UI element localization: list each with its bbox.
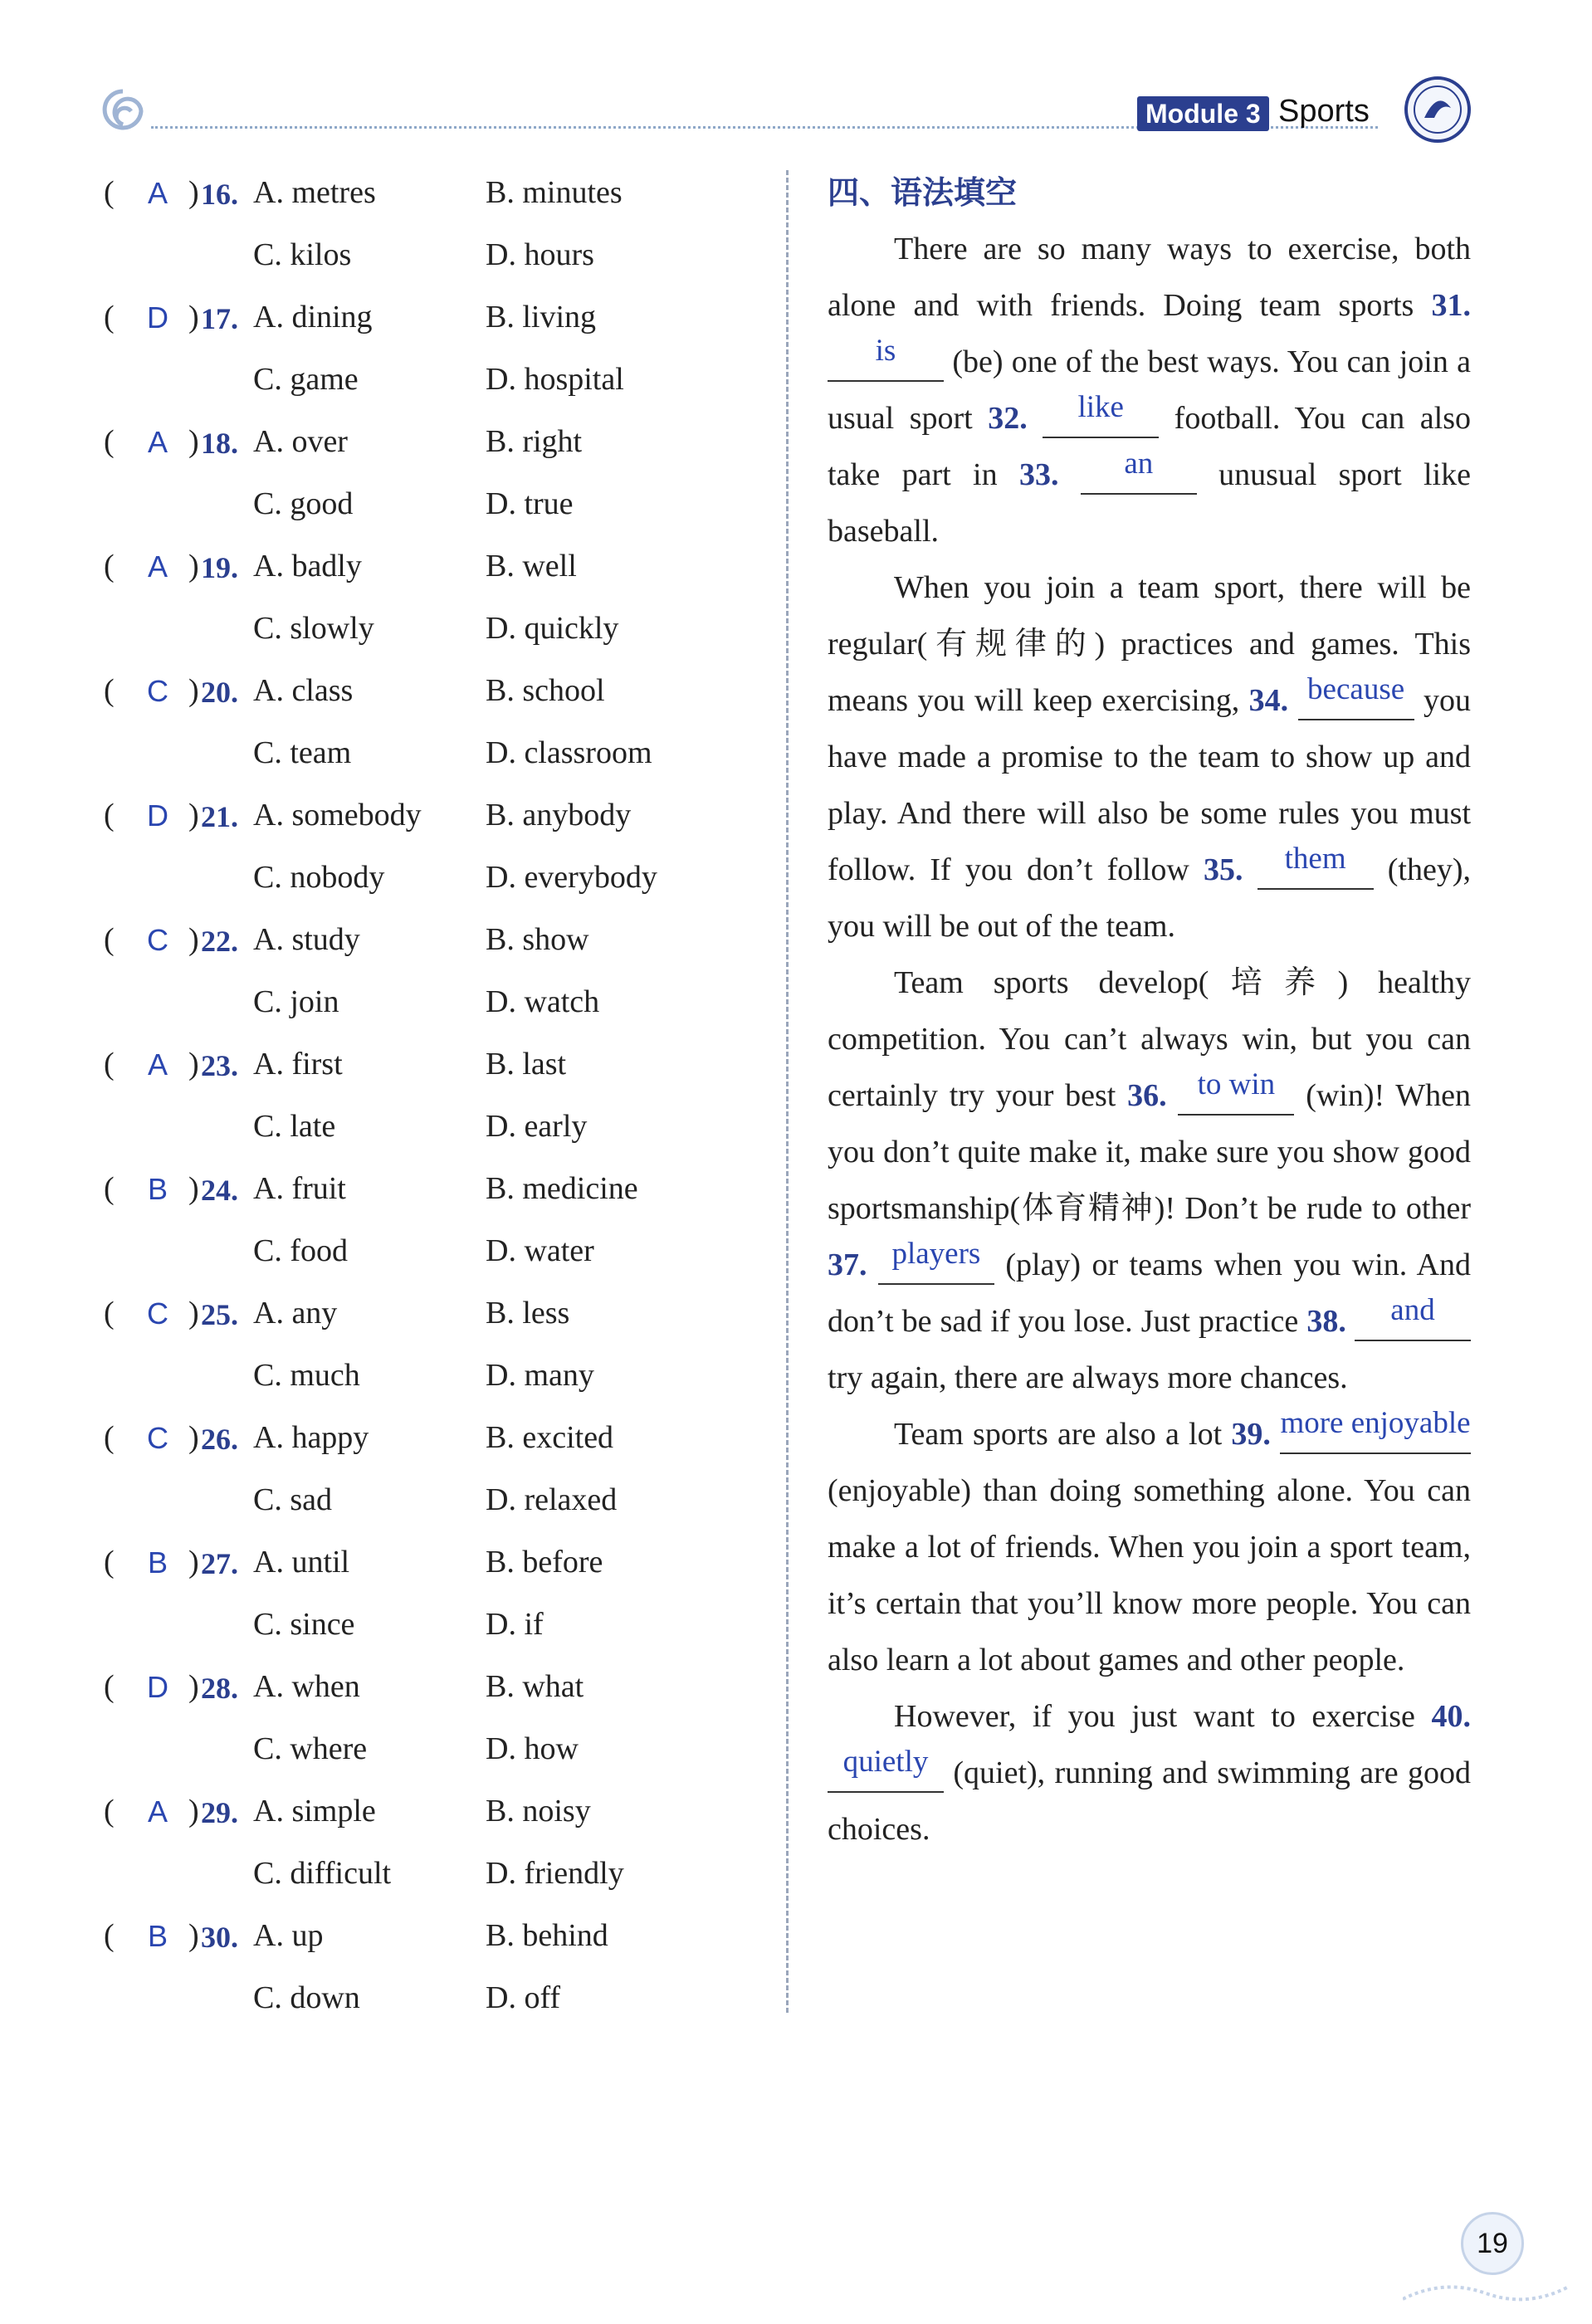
blank-number: 35. (1203, 852, 1243, 887)
open-paren: ( (104, 1794, 115, 1828)
close-paren: ) (188, 300, 199, 334)
blank-number: 39. (1231, 1417, 1271, 1452)
option-d[interactable]: D. early (486, 1109, 588, 1144)
publisher-logo-icon (1403, 75, 1472, 144)
question-number: 20. (201, 676, 238, 709)
option-b[interactable]: B. well (486, 549, 577, 583)
option-b[interactable]: B. minutes (486, 175, 623, 210)
open-paren: ( (104, 1047, 115, 1081)
option-b[interactable]: B. what (486, 1669, 584, 1704)
answer-choice[interactable]: A (147, 1047, 168, 1081)
blank-answer: players (891, 1237, 981, 1271)
question-row (104, 1780, 735, 1843)
text: football. You can also take part in (828, 401, 1472, 492)
option-a[interactable]: A. simple (253, 1794, 376, 1828)
text: (win)! When you don’t quite make it, make sure you show good sportsmanship(体育精神)! Don’t be rude to other (828, 1078, 1471, 1226)
option-a[interactable]: A. metres (253, 175, 376, 210)
text: Team sports develop(培养) healthy competition. You can’t always win, but you can certainly try your best (828, 965, 1471, 1113)
question-row (104, 411, 735, 473)
question-row (104, 784, 735, 847)
blank-answer: quietly (842, 1745, 929, 1779)
option-c[interactable]: C. nobody (253, 860, 385, 895)
option-b[interactable]: B. anybody (486, 798, 632, 832)
question-row (104, 286, 735, 349)
close-paren: ) (188, 922, 199, 957)
answer-choice[interactable]: D (147, 300, 168, 334)
option-d[interactable]: D. hospital (486, 362, 624, 397)
question-row (104, 1158, 735, 1220)
option-c[interactable]: C. late (253, 1109, 336, 1144)
open-paren: ( (104, 922, 115, 957)
question-row-options (104, 1220, 735, 1282)
blank-37[interactable] (878, 1237, 994, 1285)
close-paren: ) (188, 798, 199, 832)
blank-31[interactable] (828, 334, 944, 382)
question-row (104, 660, 735, 722)
option-d[interactable]: D. how (486, 1731, 579, 1766)
option-b[interactable]: B. less (486, 1296, 570, 1330)
option-d[interactable]: D. quickly (486, 611, 619, 646)
option-d[interactable]: D. everybody (486, 860, 657, 895)
open-paren: ( (104, 300, 115, 334)
option-c[interactable]: C. much (253, 1358, 360, 1393)
blank-number: 38. (1306, 1304, 1346, 1339)
blank-answer: more enjoyable (1280, 1406, 1471, 1440)
option-a[interactable]: A. when (253, 1669, 360, 1704)
wave-decoration-icon (1403, 2278, 1569, 2303)
open-paren: ( (104, 798, 115, 832)
answer-choice[interactable]: B (147, 1172, 168, 1206)
open-paren: ( (104, 424, 115, 459)
option-d[interactable]: D. hours (486, 237, 594, 272)
option-b[interactable]: B. behind (486, 1918, 608, 1953)
option-b[interactable]: B. noisy (486, 1794, 591, 1828)
question-row (104, 909, 735, 971)
text: try again, there are always more chances. (828, 1360, 1348, 1395)
text: (play) or teams when you win. And don’t be sad if you lose. Just practice (828, 1247, 1471, 1339)
option-b[interactable]: B. living (486, 300, 597, 334)
blank-answer: an (1124, 447, 1154, 481)
question-number: 19. (201, 551, 238, 584)
text: However, if you just want to exercise (894, 1699, 1432, 1734)
grammar-passage (828, 164, 1471, 1858)
option-c[interactable]: C. difficult (253, 1856, 392, 1891)
question-row-options (104, 1345, 735, 1407)
module-badge: Module 3 (1137, 96, 1269, 131)
answer-choice[interactable]: C (147, 1421, 168, 1455)
question-row-options (104, 598, 735, 660)
text: (quiet), running and swimming are good choices. (828, 1755, 1471, 1847)
option-d[interactable]: D. watch (486, 984, 600, 1019)
option-c[interactable]: C. since (253, 1607, 355, 1642)
option-a[interactable]: A. up (253, 1918, 324, 1953)
option-a[interactable]: A. until (253, 1545, 350, 1579)
option-b[interactable]: B. right (486, 424, 583, 459)
question-row-options (104, 722, 735, 784)
section-title: 四、语法填空 (828, 174, 1018, 211)
close-paren: ) (188, 175, 199, 210)
answer-choice[interactable]: A (147, 176, 168, 210)
paragraph-4 (828, 1406, 1471, 1688)
question-number: 27. (201, 1547, 238, 1580)
option-d[interactable]: D. if (486, 1607, 544, 1642)
question-number: 22. (201, 925, 238, 958)
open-paren: ( (104, 1420, 115, 1455)
option-c[interactable]: C. where (253, 1731, 368, 1766)
close-paren: ) (188, 1296, 199, 1330)
answer-choice[interactable]: C (147, 923, 168, 957)
paragraph-2 (828, 559, 1471, 954)
option-a[interactable]: A. class (253, 673, 354, 708)
question-row (104, 535, 735, 598)
question-row (104, 1033, 735, 1096)
option-c[interactable]: C. food (253, 1233, 348, 1268)
answer-choice[interactable]: C (147, 1296, 168, 1330)
blank-answer: and (1390, 1293, 1435, 1327)
swirl-icon (100, 86, 146, 133)
question-number: 25. (201, 1298, 238, 1331)
option-d[interactable]: D. water (486, 1233, 594, 1268)
option-c[interactable]: C. good (253, 486, 354, 521)
close-paren: ) (188, 549, 199, 583)
option-d[interactable]: D. friendly (486, 1856, 624, 1891)
blank-number: 31. (1431, 288, 1471, 323)
blank-answer: because (1307, 672, 1405, 706)
option-c[interactable]: C. join (253, 984, 339, 1019)
close-paren: ) (188, 424, 199, 459)
close-paren: ) (188, 1669, 199, 1704)
question-number: 28. (201, 1672, 238, 1705)
text: (be) one of the best ways. You can join a usual sport (828, 344, 1471, 436)
text: There are so many ways to exercise, both alone and with friends. Doing team sports (828, 232, 1471, 323)
question-number: 26. (201, 1423, 238, 1456)
paragraph-3 (828, 954, 1471, 1406)
question-row-options (104, 1718, 735, 1780)
option-a[interactable]: A. study (253, 922, 360, 957)
close-paren: ) (188, 673, 199, 708)
option-a[interactable]: A. badly (253, 549, 362, 583)
answer-choice[interactable]: D (147, 1670, 168, 1704)
question-row-options (104, 1096, 735, 1158)
option-a[interactable]: A. over (253, 424, 348, 459)
blank-number: 34. (1248, 683, 1289, 718)
close-paren: ) (188, 1918, 199, 1953)
blank-answer: them (1284, 842, 1346, 876)
close-paren: ) (188, 1047, 199, 1081)
option-b[interactable]: B. medicine (486, 1171, 638, 1206)
column-divider (786, 170, 789, 2013)
option-d[interactable]: D. many (486, 1358, 594, 1393)
text: Team sports are also a lot (894, 1417, 1232, 1452)
question-number: 30. (201, 1921, 238, 1954)
option-a[interactable]: A. happy (253, 1420, 369, 1455)
blank-answer: like (1077, 390, 1124, 424)
question-number: 17. (201, 302, 238, 335)
option-b[interactable]: B. excited (486, 1420, 614, 1455)
paragraph-1 (828, 221, 1471, 559)
question-row-options (104, 224, 735, 286)
option-d[interactable]: D. true (486, 486, 574, 521)
blank-34[interactable] (1298, 672, 1414, 720)
multiple-choice-list (104, 162, 735, 2029)
option-c[interactable]: C. team (253, 735, 352, 770)
close-paren: ) (188, 1171, 199, 1206)
question-number: 21. (201, 800, 238, 833)
unit-title: Sports (1278, 94, 1370, 129)
question-row (104, 1282, 735, 1345)
question-number: 24. (201, 1174, 238, 1207)
option-d[interactable]: D. classroom (486, 735, 652, 770)
question-number: 16. (201, 178, 238, 211)
question-row-options (104, 1469, 735, 1531)
question-row-options (104, 349, 735, 411)
text: you have made a promise to the team to show up and play. And there will also be some rules you must follow. If you don’t follow (828, 683, 1472, 887)
open-paren: ( (104, 673, 115, 708)
open-paren: ( (104, 1669, 115, 1704)
close-paren: ) (188, 1545, 199, 1579)
answer-choice[interactable]: D (147, 798, 168, 832)
option-c[interactable]: C. slowly (253, 611, 374, 646)
blank-answer: to win (1197, 1067, 1276, 1101)
text: (enjoyable) than doing something alone. You can make a lot of friends. When you join a sport team, it’s certain that you’ll know more people. You can also learn a lot about games and other people. (828, 1473, 1471, 1677)
option-a[interactable]: A. somebody (253, 798, 422, 832)
answer-choice[interactable]: B (147, 1545, 168, 1579)
option-b[interactable]: B. before (486, 1545, 603, 1579)
option-c[interactable]: C. down (253, 1980, 360, 2015)
question-row-options (104, 1843, 735, 1905)
blank-38[interactable] (1355, 1293, 1471, 1341)
open-paren: ( (104, 549, 115, 583)
option-a[interactable]: A. fruit (253, 1171, 346, 1206)
question-row-options (104, 1594, 735, 1656)
question-row-options (104, 971, 735, 1033)
blank-32[interactable] (1043, 390, 1159, 438)
option-c[interactable]: C. kilos (253, 237, 352, 272)
answer-choice[interactable]: A (147, 549, 168, 583)
option-c[interactable]: C. sad (253, 1482, 332, 1517)
blank-35[interactable] (1257, 842, 1374, 890)
blank-number: 37. (828, 1247, 867, 1282)
close-paren: ) (188, 1794, 199, 1828)
open-paren: ( (104, 1918, 115, 1953)
open-paren: ( (104, 1296, 115, 1330)
option-a[interactable]: A. first (253, 1047, 343, 1081)
question-row-options (104, 1967, 735, 2029)
answer-choice[interactable]: A (147, 425, 168, 459)
question-row (104, 1531, 735, 1594)
option-d[interactable]: D. relaxed (486, 1482, 618, 1517)
option-c[interactable]: C. game (253, 362, 359, 397)
question-number: 29. (201, 1796, 238, 1829)
text: unusual sport like baseball. (828, 457, 1471, 549)
paragraph-5 (828, 1688, 1471, 1858)
blank-number: 32. (988, 401, 1028, 436)
question-number: 18. (201, 427, 238, 460)
option-b[interactable]: B. school (486, 673, 605, 708)
answer-choice[interactable]: B (147, 1919, 168, 1953)
close-paren: ) (188, 1420, 199, 1455)
question-number: 23. (201, 1049, 238, 1082)
question-row (104, 1656, 735, 1718)
question-row-options (104, 847, 735, 909)
option-d[interactable]: D. off (486, 1980, 561, 2015)
blank-39[interactable] (1280, 1406, 1471, 1454)
blank-answer: is (875, 334, 896, 368)
question-row (104, 1905, 735, 1967)
answer-choice[interactable]: A (147, 1794, 168, 1828)
option-a[interactable]: A. any (253, 1296, 338, 1330)
option-a[interactable]: A. dining (253, 300, 373, 334)
open-paren: ( (104, 1171, 115, 1206)
blank-number: 36. (1127, 1078, 1167, 1113)
answer-choice[interactable]: C (147, 674, 168, 708)
page-number: 19 (1461, 2212, 1524, 2275)
text: When you join a team sport, there will be regular(有规律的) practices and games. This means you will keep exercising, (828, 570, 1471, 718)
question-row (104, 1407, 735, 1469)
blank-number: 40. (1431, 1699, 1471, 1734)
question-row-options (104, 473, 735, 535)
blank-33[interactable] (1081, 447, 1197, 495)
blank-40[interactable] (828, 1745, 944, 1793)
option-b[interactable]: B. show (486, 922, 589, 957)
question-row (104, 162, 735, 224)
open-paren: ( (104, 175, 115, 210)
text: (they), you will be out of the team. (828, 852, 1471, 944)
blank-36[interactable] (1178, 1067, 1294, 1116)
open-paren: ( (104, 1545, 115, 1579)
blank-number: 33. (1018, 457, 1059, 492)
option-b[interactable]: B. last (486, 1047, 567, 1081)
page-header (100, 75, 1477, 141)
